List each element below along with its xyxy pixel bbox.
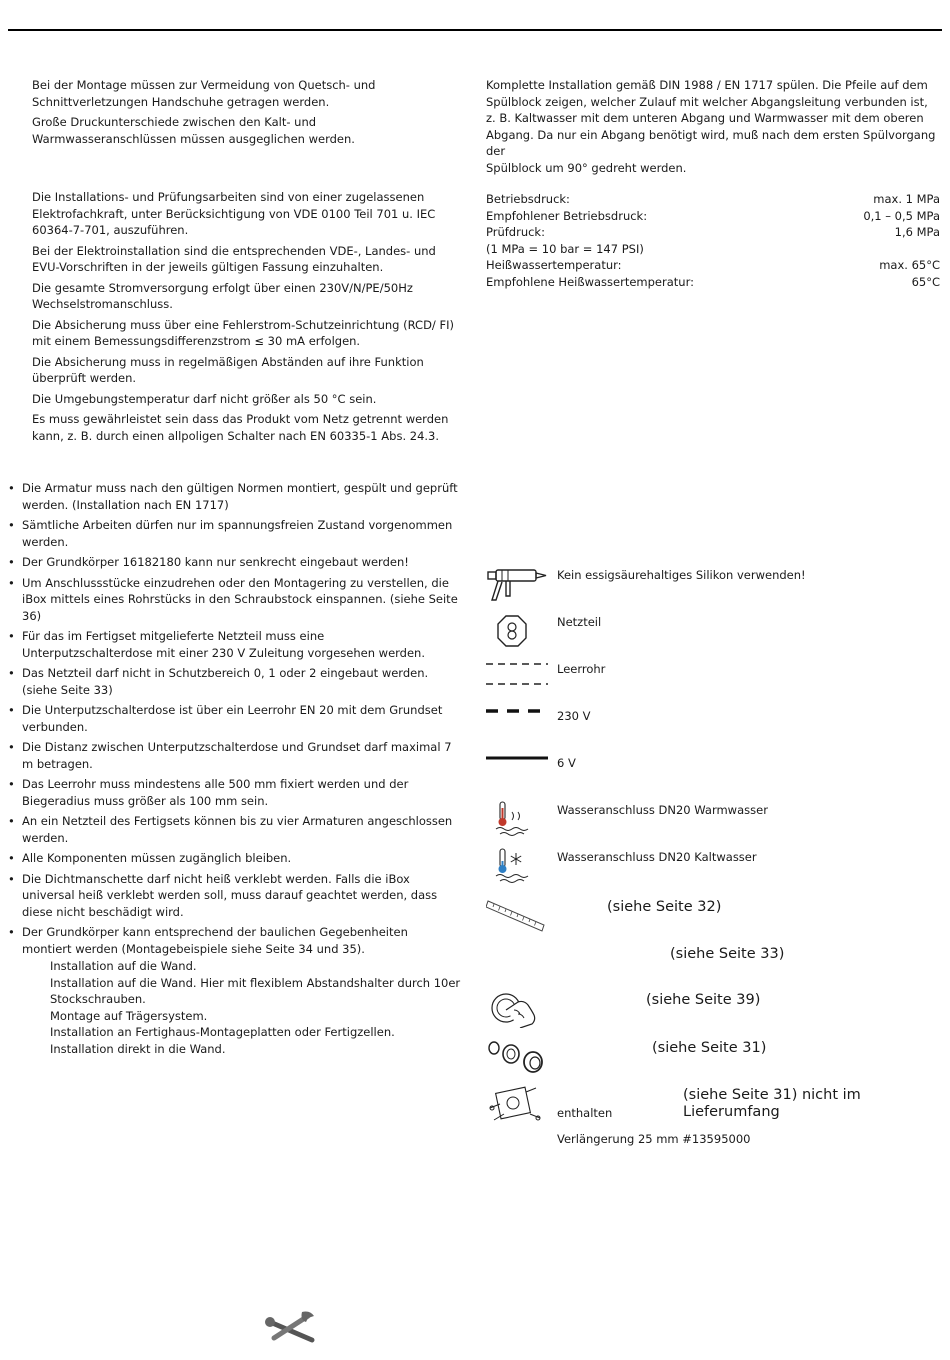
electrical-text-3: Die gesamte Stromversorgung erfolgt über einen 230V/N/PE/50Hz Wechselstromanschluss. [32,280,413,311]
safety-text-1: Bei der Montage müssen zur Vermeidung von Quetsch- und Schnittverletzungen Handschuhe getragen werden. [32,78,376,109]
legend-hand [486,988,940,1028]
spec-value: max. 65°C [879,258,940,272]
spec-label: Empfohlener Betriebsdruck: [486,208,648,223]
legend-label: Leerrohr [557,662,606,676]
electrical-text-1: Die Installations- und Prüfungsarbeiten sind von einer zugelassenen Elektrofachkraft, unter Berücksichtigung von VDE 0100 Teil 701 u. IEC 60364-7-701, auszuführen. [32,190,436,237]
hand-tool-icon [486,988,550,1028]
fitting-parts-icon [486,1036,550,1076]
legend-conduit [486,658,940,698]
flush-line: Spülblock um 90° gedreht werden. [486,160,687,175]
electrical-text-6: Die Umgebungstemperatur darf nicht größer als 50 °C sein. [32,391,377,406]
list-item: • Die Unterputzschalterdose ist über ein Leerrohr EN 20 mit dem Grundset verbunden. [8,702,458,735]
electrical-text-2: Bei der Elektroinstallation sind die entsprechenden VDE-, Landes- und EVU-Vorschriften in der jeweils gültigen Fassung einzuhalten. [32,243,436,274]
spec-row [486,208,940,225]
legend-page33 [486,942,940,982]
legend-parts [486,1036,940,1076]
legend-label: Netzteil [557,615,602,629]
spec-row [486,191,940,208]
flush-line: Abgang. Da nur ein Abgang benötigt wird, muß nach dem ersten Spülvorgang der [486,127,936,158]
spec-value: max. 1 MPa [873,192,940,206]
legend-label: 230 V [557,709,591,723]
list-item: • Das Netzteil darf nicht in Schutzbereich 0, 1 oder 2 eingebaut werden. (siehe Seite 33) [8,665,458,698]
legend-label: 6 V [557,756,576,770]
legend-6v [486,752,940,792]
legend-label: (siehe Seite 31) nicht im Lieferumfang [683,1087,861,1120]
conduit-line-icon [486,658,550,698]
flush-line: Komplette Installation gemäß DIN 1988 / EN 1717 spülen. Die Pfeile auf dem [486,78,928,92]
silicone-gun-icon [486,566,550,606]
technical-data [486,191,940,290]
electrical-text-7: Es muss gewährleistet sein dass das Produkt vom Netz getrennt werden kann, z. B. durch einen allpoligen Schalter nach EN 60335-1 Abs. 24.3. [32,412,449,443]
example-item: Installation auf die Wand. [50,959,197,973]
legend-ruler [486,895,940,935]
power-supply-icon [486,612,550,652]
spec-value: 1,6 MPa [894,225,940,239]
legend-label: enthalten [557,1106,613,1120]
legend-230v [486,705,940,745]
list-item: • Für das im Fertigset mitgelieferte Netzteil muss eine Unterputzschalterdose mit einer 230 V Zuleitung vorgesehen werden. [8,628,458,661]
list-item: • Alle Komponenten müssen zugänglich bleiben. [8,850,458,867]
list-item: • Die Distanz zwischen Unterputzschalterdose und Grundset darf maximal 7 m betragen. [8,739,458,772]
spec-value: 0,1 – 0,5 MPa [863,208,940,223]
list-item: • Sämtliche Arbeiten dürfen nur im spannungsfreien Zustand vorgenommen werden. [8,517,458,550]
spec-value: 65°C [911,274,940,289]
example-item: Installation direkt in die Wand. [50,1041,226,1056]
hot-water-icon [486,798,550,838]
top-rule [8,29,942,31]
list-item: • Der Grundkörper 16182180 kann nur senkrecht eingebaut werden! [8,554,458,571]
spec-label: Betriebsdruck: [486,192,570,206]
spec-label: Prüfdruck: [486,225,545,239]
spec-row [486,257,940,274]
legend-label: Wasseranschluss DN20 Warmwasser [557,803,768,817]
ruler-icon [486,895,550,935]
legend-silicone [486,566,940,606]
legend-extension [486,1131,940,1171]
legend-label: (siehe Seite 32) [607,899,722,915]
cold-water-icon [486,845,550,885]
legend-label: (siehe Seite 33) [670,946,785,962]
example-item: Stockschrauben. [50,992,146,1006]
spec-label: Heißwassertemperatur: [486,258,622,272]
example-item: Installation auf die Wand. Hier mit flexiblem Abstandshalter durch 10er [50,975,461,990]
spec-row [486,241,940,258]
flush-line: Spülblock zeigen, welcher Zulauf mit welcher Abgangsleitung verbunden ist, [486,94,928,109]
legend-assembly [486,1084,940,1124]
legend-label: (siehe Seite 31) [652,1040,767,1056]
list-item: • An ein Netzteil des Fertigsets können bis zu vier Armaturen angeschlossen werden. [8,813,458,846]
legend-label: Wasseranschluss DN20 Kaltwasser [557,850,757,864]
cable-6v-icon [486,752,550,792]
spec-row [486,274,940,291]
spec-label: Empfohlene Heißwassertemperatur: [486,274,694,289]
flush-line: z. B. Kaltwasser mit dem unteren Abgang und Warmwasser mit dem oberen [486,111,924,125]
spec-label: (1 MPa = 10 bar = 147 PSI) [486,241,644,256]
list-item: • Um Anschlussstücke einzudrehen oder den Montagering zu verstellen, die iBox mittels eines Rohrstücks in den Schraubstock einspannen. (siehe Seite 36) [8,575,458,625]
example-item: Montage auf Trägersystem. [50,1008,208,1023]
list-item: • Das Leerrohr muss mindestens alle 500 mm fixiert werden und der Biegeradius muss größer als 100 mm sein. [8,776,458,809]
safety-text-2: Große Druckunterschiede zwischen den Kalt- und Warmwasseranschlüssen müssen ausgeglichen werden. [32,115,355,146]
legend-label: (siehe Seite 39) [646,992,761,1008]
legend-hot-water [486,798,940,838]
electrical-text-4: Die Absicherung muss über eine Fehlerstrom-Schutzeinrichtung (RCD/ FI) mit einem Bemessungsdifferenzstrom ≤ 30 mA erfolgen. [32,317,454,348]
electrical-section [32,189,464,448]
list-item: • Die Armatur muss nach den gültigen Normen montiert, gespült und geprüft werden. (Installation nach EN 1717) [8,480,458,513]
safety-section [32,77,464,151]
mounting-examples [50,958,470,1057]
installation-bullets [8,480,458,961]
legend-psu [486,612,940,652]
electrical-text-5: Die Absicherung muss in regelmäßigen Abständen auf ihre Funktion überprüft werden. [32,354,424,385]
legend-cold-water [486,845,940,885]
flush-section [486,77,940,176]
example-item: Installation an Fertighaus-Montageplatten oder Fertigzellen. [50,1025,395,1039]
legend-label: Kein essigsäurehaltiges Silikon verwenden! [557,568,806,582]
cable-230v-icon [486,705,550,745]
tools-icon [262,1308,320,1348]
assembly-kit-icon [486,1084,550,1124]
list-item: • Die Dichtmanschette darf nicht heiß verklebt werden. Falls die iBox universal heiß verklebt werden soll, muss darauf geachtet werden, dass diese nicht beschädigt wird. [8,871,458,921]
legend-label: Verlängerung 25 mm #13595000 [557,1132,751,1146]
spec-row [486,224,940,241]
list-item: • Der Grundkörper kann entsprechend der baulichen Gegebenheiten montiert werden (Montagebeispiele siehe Seite 34 und 35). [8,924,458,957]
